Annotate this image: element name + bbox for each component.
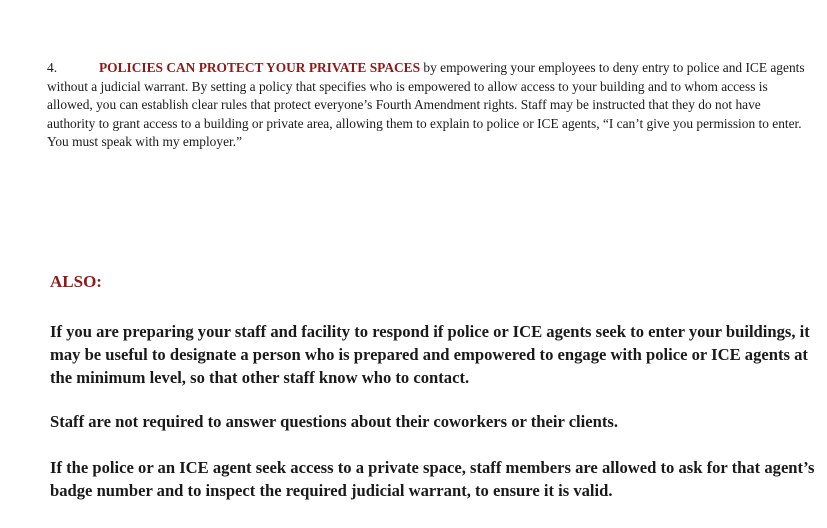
section-4-paragraph <box>47 59 807 152</box>
also-paragraph-badge-warrant: If the police or an ICE agent seek access to a private space, staff members are allowed to ask for that agent’s badge number and to inspect the required judicial warrant, to ensure it is valid. <box>50 458 815 500</box>
section-4-body: by empowering your employees to deny entry to police and ICE agents without a judicial warrant. By setting a policy that specifies who is empowered to allow access to your building and to whom access is allowed, you can establish clear rules that protect everyone’s Fourth Amendment rights. Staff may be instructed that they do not have authority to grant access to a building or private area, allowing them to explain to police or ICE agents, “I can’t give you permission to enter. You must speak with my employer.” <box>47 60 805 149</box>
also-paragraph-designate-person: If you are preparing your staff and facility to respond if police or ICE agents seek to enter your buildings, it may be useful to designate a person who is prepared and empowered to engage with police or ICE agents at the minimum level, so that other staff know who to contact. <box>50 322 810 387</box>
also-paragraph-no-questions: Staff are not required to answer questions about their coworkers or their clients. <box>50 412 619 431</box>
item-number: 4. <box>47 60 58 75</box>
section-4-heading: POLICIES CAN PROTECT YOUR PRIVATE SPACES <box>99 60 421 75</box>
also-heading: ALSO: <box>50 272 102 291</box>
